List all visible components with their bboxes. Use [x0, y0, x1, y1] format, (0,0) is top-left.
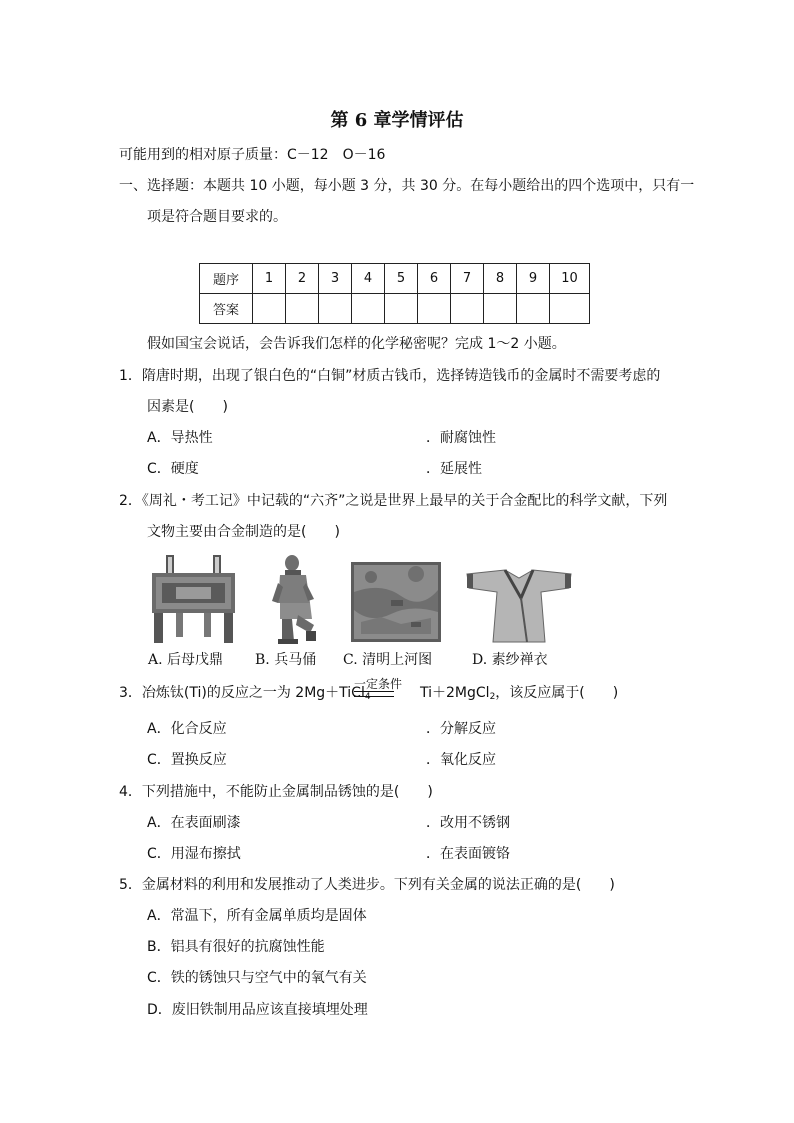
caption-d: D. 素纱禅衣	[472, 652, 548, 668]
answer-cell[interactable]	[352, 294, 385, 324]
answer-table-header-row	[200, 264, 590, 294]
answer-cell[interactable]	[418, 294, 451, 324]
q3-option-c: C．置换反应	[147, 752, 227, 768]
q3-stem	[119, 684, 371, 706]
answer-cell[interactable]	[385, 294, 418, 324]
reaction-condition-text: 一定条件	[354, 677, 403, 691]
answer-table-number: 8	[484, 264, 517, 294]
caption-c: C. 清明上河图	[343, 652, 433, 668]
answer-cell[interactable]	[253, 294, 286, 324]
answer-cell[interactable]	[517, 294, 550, 324]
answer-table-number: 4	[352, 264, 385, 294]
reaction-condition	[354, 675, 402, 692]
q5-stem: 5．金属材料的利用和发展推动了人类进步。下列有关金属的说法正确的是( )	[119, 877, 615, 893]
q1-stem-line2: 因素是( )	[147, 399, 228, 415]
answer-cell[interactable]	[319, 294, 352, 324]
q2-stem-line1: 2．《周礼・考工记》中记载的“六齐”之说是世界上最早的关于合金配比的科学文献，下列	[119, 493, 668, 509]
answer-table-number: 9	[517, 264, 550, 294]
gauze-robe-image	[465, 568, 573, 644]
q5-option-a: A．常温下，所有金属单质均是固体	[147, 908, 367, 924]
q2-stem-line2: 文物主要由合金制造的是( )	[147, 524, 340, 540]
q4-option-a: A．在表面刷漆	[147, 815, 241, 831]
answer-cell[interactable]	[484, 294, 517, 324]
equals-arrow-icon	[354, 691, 394, 697]
q3-option-d: ．氧化反应	[426, 752, 496, 768]
answer-table-label: 题序	[200, 264, 253, 294]
q3-option-a: A．化合反应	[147, 721, 227, 737]
q4-stem: 4．下列措施中，不能防止金属制品锈蚀的是( )	[119, 784, 433, 800]
q4-option-d: ．在表面镀铬	[426, 846, 510, 862]
q5-option-b: B．铝具有很好的抗腐蚀性能	[147, 939, 325, 955]
answer-table-number: 1	[253, 264, 286, 294]
intro-text: 假如国宝会说话，会告诉我们怎样的化学秘密呢？完成 1～2 小题。	[147, 336, 566, 352]
q1-stem-line1: 1．隋唐时期，出现了银白色的“白铜”材质古钱币，选择铸造钱币的金属时不需要考虑的	[119, 368, 661, 384]
answer-table-number: 10	[550, 264, 590, 294]
q4-option-c: C．用湿布擦拭	[147, 846, 241, 862]
q3-subscript-2: 2	[489, 692, 496, 702]
terracotta-warrior-image	[270, 553, 320, 645]
answer-cell[interactable]	[286, 294, 319, 324]
q5-option-c: C．铁的锈蚀只与空气中的氧气有关	[147, 970, 367, 986]
q1-option-b: ．耐腐蚀性	[426, 430, 496, 446]
section-heading-line2: 项是符合题目要求的。	[147, 209, 287, 225]
answer-table	[199, 263, 590, 324]
q3-subscript-4: 4	[364, 692, 371, 702]
q3-option-b: ．分解反应	[426, 721, 496, 737]
qingming-painting-image	[351, 562, 441, 642]
answer-table-number: 6	[418, 264, 451, 294]
q1-option-d: ．延展性	[426, 461, 482, 477]
q5-option-d: D．废旧铁制用品应该直接填埋处理	[147, 1002, 368, 1018]
q4-option-b: ．改用不锈钢	[426, 815, 510, 831]
answer-table-answer-row	[200, 294, 590, 324]
atomic-mass-note: 可能用到的相对原子质量：C－12 O－16	[119, 147, 386, 163]
q3-product-text: Ti＋2MgCl	[420, 685, 490, 701]
ding-vessel-image	[146, 553, 241, 645]
page-title: 第 6 章学情评估	[330, 110, 464, 131]
answer-table-label: 答案	[200, 294, 253, 324]
q1-option-c: C．硬度	[147, 461, 199, 477]
q3-suffix: ，该反应属于( )	[495, 685, 619, 701]
caption-a: A. 后母戊鼎	[148, 652, 224, 668]
q3-product	[420, 684, 618, 706]
answer-table-number: 5	[385, 264, 418, 294]
answer-cell[interactable]	[550, 294, 590, 324]
answer-cell[interactable]	[451, 294, 484, 324]
q1-option-a: A．导热性	[147, 430, 213, 446]
answer-table-number: 3	[319, 264, 352, 294]
q3-prefix: 3．冶炼钛(Ti)的反应之一为 2Mg＋TiCl	[119, 685, 365, 701]
caption-b: B. 兵马俑	[255, 652, 317, 668]
section-heading-line1: 一、选择题：本题共 10 小题，每小题 3 分，共 30 分。在每小题给出的四个选项中，只有一	[119, 178, 695, 194]
answer-table-number: 7	[451, 264, 484, 294]
answer-table-number: 2	[286, 264, 319, 294]
